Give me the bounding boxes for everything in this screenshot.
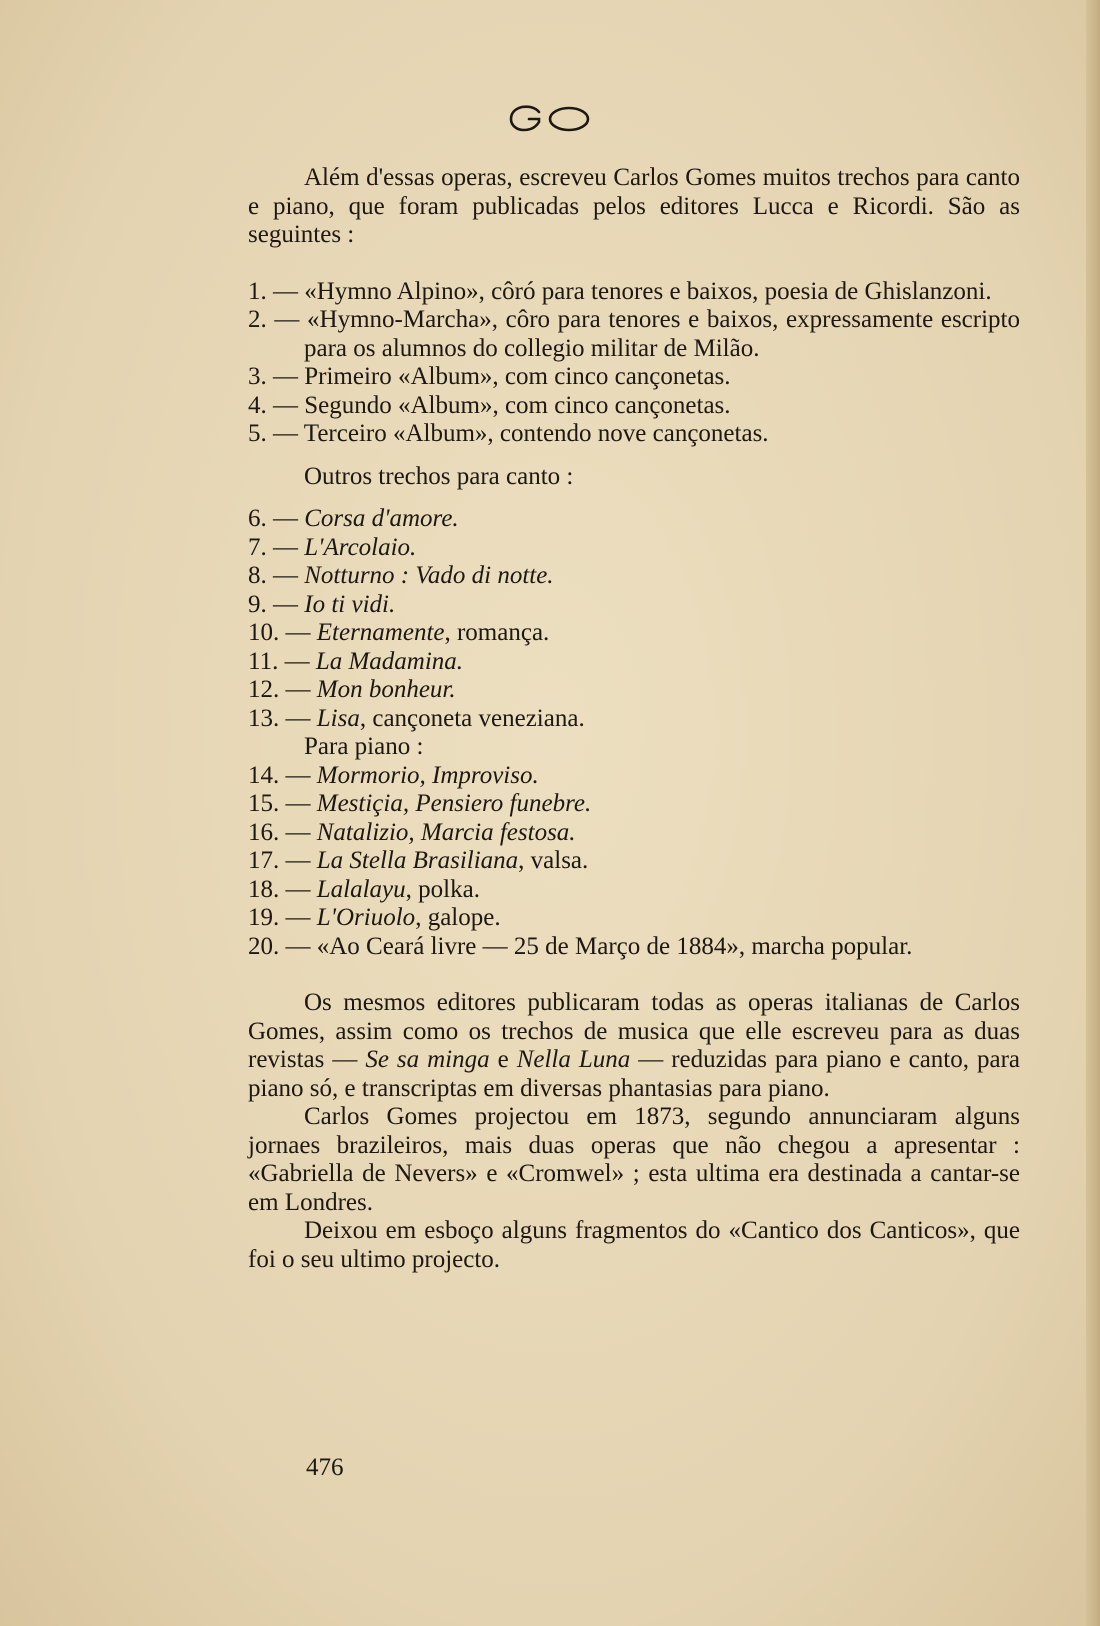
work-title: Corsa d'amore.	[304, 505, 459, 532]
work-title: La Stella Brasiliana	[316, 847, 519, 874]
revue-title: Se sa minga	[365, 1046, 490, 1073]
work-title: Lisa	[316, 704, 360, 732]
songs-list-1	[248, 278, 1020, 449]
list-item: 16. — Natalizio, Marcia festosa.	[248, 818, 576, 846]
body-text	[248, 164, 1020, 1274]
list-item: 1. — «Hymno Alpino», côró para tenores e baixos, poesia de Ghislanzoni.	[248, 277, 992, 305]
list-item: 15. — Mestiçia, Pensiero funebre.	[248, 790, 592, 817]
list-item: 20. — «Ao Ceará livre — 25 de Março de 1884», marcha popular.	[248, 932, 913, 960]
paragraph-cantico: Deixou em esboço alguns fragmentos do «Cantico dos Canticos», que foi o seu ultimo projecto.	[248, 1217, 1020, 1273]
list-item: 6. — Corsa d'amore.	[248, 505, 459, 532]
revue-title: Nella Luna	[516, 1046, 631, 1073]
paragraph-editors: Os mesmos editores publicaram todas as operas italianas de Carlos Gomes, assim como os trechos de musica que elle escreveu para as duas revistas — Se sa minga e Nella Luna — reduzidas para piano e canto, para piano só, e transcriptas em diversas phantasias para piano.	[248, 989, 1020, 1102]
work-title: Mormorio, Improviso.	[316, 761, 539, 789]
list-item: 9. — Io ti vidi.	[248, 590, 396, 618]
header-ornament	[0, 104, 1100, 139]
page-edge	[1086, 0, 1100, 1626]
section-heading-para-piano: Para piano :	[304, 733, 424, 760]
list-item: 2. — «Hymno-Marcha», côro para tenores e baixos, expressamente escripto para os alumnos do collegio militar de Milão.	[248, 306, 1020, 362]
work-title: Mestiçia, Pensiero funebre.	[316, 790, 592, 817]
work-title: Notturno : Vado di notte.	[304, 562, 554, 589]
section-heading-outros: Outros trechos para canto :	[304, 462, 574, 490]
list-item: 14. — Mormorio, Improviso.	[248, 761, 539, 789]
list-item: 19. — L'Oriuolo, galope.	[248, 904, 501, 931]
list-item: 18. — Lalalayu, polka.	[248, 875, 480, 903]
list-item: 12. — Mon bonheur.	[248, 676, 456, 703]
list-item: 4. — Segundo «Album», com cinco cançonetas.	[248, 391, 731, 419]
list-item: 10. — Eternamente, romança.	[248, 619, 550, 646]
list-item: 17. — La Stella Brasiliana, valsa.	[248, 847, 589, 874]
list-item: 7. — L'Arcolaio.	[248, 533, 417, 561]
go-monogram-icon	[509, 104, 591, 134]
work-title: Lalalayu	[316, 875, 406, 903]
list-item: 8. — Notturno : Vado di notte.	[248, 562, 554, 589]
list-item: 13. — Lisa, cançoneta veneziana.	[248, 704, 585, 732]
list-item: 5. — Terceiro «Album», contendo nove cançonetas.	[248, 420, 769, 447]
list-item: 11. — La Madamina.	[248, 647, 464, 675]
songs-list-2	[248, 505, 1020, 733]
work-title: Io ti vidi.	[304, 590, 396, 618]
work-title: L'Arcolaio.	[304, 533, 417, 561]
page-number: 476	[306, 1454, 344, 1481]
work-title: Mon bonheur.	[316, 676, 456, 703]
work-title: L'Oriuolo	[316, 904, 416, 931]
work-title: Eternamente	[316, 619, 445, 646]
list-item: 3. — Primeiro «Album», com cinco cançonetas.	[248, 363, 731, 390]
work-title: La Madamina.	[315, 647, 464, 675]
paragraph-projects: Carlos Gomes projectou em 1873, segundo annunciaram alguns jornaes brazileiros, mais duas operas que não chegou a apresentar : «Gabriella de Nevers» e «Cromwel» ; esta ultima era destinada a cantar-se em Londres.	[248, 1103, 1020, 1216]
work-title: Natalizio, Marcia festosa.	[316, 818, 576, 846]
songs-list-3	[248, 762, 1020, 962]
intro-paragraph: Além d'essas operas, escreveu Carlos Gomes muitos trechos para canto e piano, que foram publicadas pelos editores Lucca e Ricordi. São as seguintes :	[248, 164, 1020, 248]
